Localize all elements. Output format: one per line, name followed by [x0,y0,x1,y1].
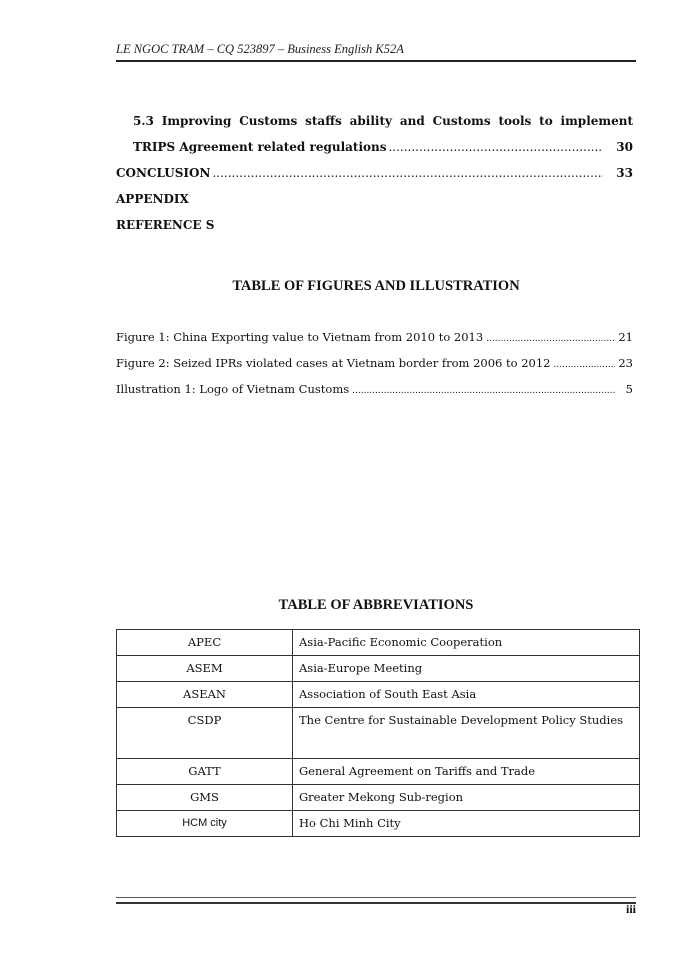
toc-item-references: REFERENCE S [116,218,215,232]
footer-divider [116,897,636,904]
toc-item-5-3-page: 30 [616,140,633,154]
abbreviation-definition: Asia-Pacific Economic Cooperation [293,630,640,656]
figures-section-title: TABLE OF FIGURES AND ILLUSTRATION [232,278,520,294]
table-row [117,656,640,682]
abbreviations-section-title: TABLE OF ABBREVIATIONS [278,597,474,613]
toc-conclusion-page: 33 [616,166,633,180]
figure-page: 5 [625,382,633,396]
abbreviation-code: ASEAN [117,682,293,708]
dot-leader [388,140,603,154]
toc-item-conclusion [116,166,633,180]
toc-item-5-3-title: 5.3 Improving Customs staffs ability and Customs tools to implement [133,114,633,128]
abbreviation-definition: Ho Chi Minh City [293,811,640,837]
figure-list-item [116,382,633,396]
dot-leader [212,166,603,180]
table-row [117,708,640,759]
abbreviation-code: GMS [117,785,293,811]
toc-item-5-3-title-line2: TRIPS Agreement related regulations [133,140,387,154]
dot-leader [352,386,616,396]
abbreviation-code: CSDP [117,708,293,759]
page-number: iii [625,902,636,916]
abbreviation-definition: The Centre for Sustainable Development Policy Studies [293,708,640,759]
figure-label: Figure 1: China Exporting value to Vietnam from 2010 to 2013 [116,330,484,344]
figure-label: Illustration 1: Logo of Vietnam Customs [116,382,350,396]
figure-list-item [116,330,633,344]
abbreviations-table [116,629,640,837]
table-row [117,811,640,837]
abbreviation-definition: Asia-Europe Meeting [293,656,640,682]
dot-leader [554,360,616,370]
dot-leader [486,334,615,344]
figure-label: Figure 2: Seized IPRs violated cases at Vietnam border from 2006 to 2012 [116,356,551,370]
table-row [117,630,640,656]
toc-conclusion-label: CONCLUSION [116,166,211,180]
toc-item-5-3-continued [133,140,633,154]
table-row [117,759,640,785]
abbreviation-code: ASEM [117,656,293,682]
running-head-text: LE NGOC TRAM – CQ 523897 – Business English K52A [116,42,404,56]
running-header [116,40,636,62]
abbreviation-code: GATT [117,759,293,785]
abbreviation-definition: General Agreement on Tariffs and Trade [293,759,640,785]
abbreviation-definition: Greater Mekong Sub-region [293,785,640,811]
abbreviation-definition: Association of South East Asia [293,682,640,708]
figure-page: 23 [618,356,633,370]
figure-page: 21 [618,330,633,344]
table-row [117,682,640,708]
figure-list-item [116,356,633,370]
abbreviation-code: HCM city [117,811,293,837]
toc-item-appendix: APPENDIX [116,192,189,206]
table-row [117,785,640,811]
abbreviation-code: APEC [117,630,293,656]
